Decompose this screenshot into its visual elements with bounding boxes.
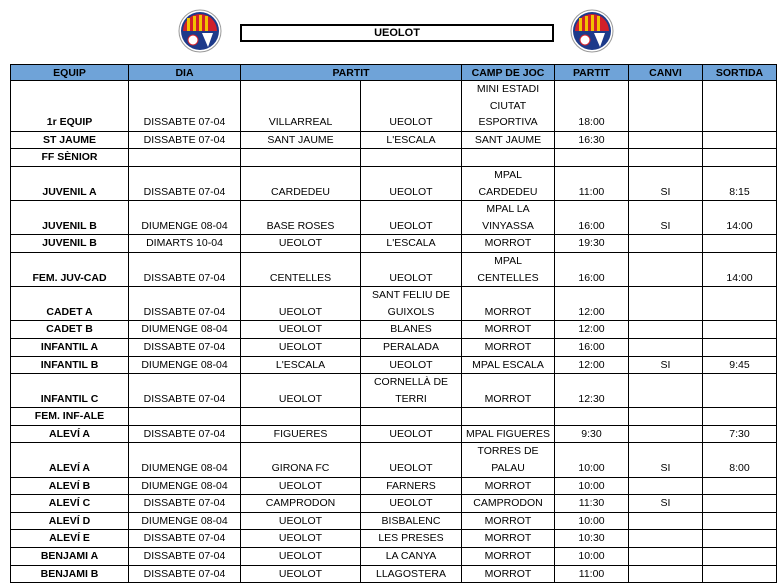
cell-hora: 12:00: [555, 321, 629, 339]
cell-hora: 11:00: [555, 565, 629, 583]
cell-dia: DISSABTE 07-04: [129, 252, 241, 286]
club-crest-icon: [178, 9, 222, 53]
cell-equip: INFANTIL A: [11, 338, 129, 356]
cell-dia: DISSABTE 07-04: [129, 548, 241, 566]
cell-equip: ALEVÍ A: [11, 443, 129, 477]
cell-sortida: 8:00: [703, 443, 777, 477]
cell-sortida: [703, 565, 777, 583]
cell-camp: MORROT: [462, 321, 555, 339]
col-camp: CAMP DE JOC: [462, 65, 555, 81]
cell-hora: 12:00: [555, 356, 629, 374]
cell-local: FIGUERES: [241, 425, 361, 443]
cell-camp: MORROT: [462, 530, 555, 548]
cell-canvi: [629, 338, 703, 356]
cell-sortida: [703, 321, 777, 339]
cell-equip: ALEVÍ A: [11, 425, 129, 443]
cell-sortida: [703, 149, 777, 167]
col-partit: PARTIT: [241, 65, 462, 81]
cell-visitant: LLAGOSTERA: [361, 565, 462, 583]
cell-visitant: UEOLOT: [361, 443, 462, 477]
table-row: [11, 408, 777, 426]
table-row: [11, 374, 777, 408]
cell-visitant: L'ESCALA: [361, 131, 462, 149]
cell-local: [241, 149, 361, 167]
cell-camp: SANT JAUME: [462, 131, 555, 149]
cell-dia: DISSABTE 07-04: [129, 495, 241, 513]
cell-camp: MORROT: [462, 338, 555, 356]
table-row: [11, 443, 777, 477]
cell-local: BASE ROSES: [241, 201, 361, 235]
table-row: [11, 477, 777, 495]
cell-canvi: SI: [629, 356, 703, 374]
cell-equip: CADET B: [11, 321, 129, 339]
cell-equip: ALEVÍ C: [11, 495, 129, 513]
cell-camp: MORROT: [462, 477, 555, 495]
table-row: [11, 495, 777, 513]
cell-hora: 16:00: [555, 201, 629, 235]
cell-visitant: FARNERS: [361, 477, 462, 495]
cell-dia: DISSABTE 07-04: [129, 374, 241, 408]
cell-hora: 10:00: [555, 548, 629, 566]
cell-dia: DIUMENGE 08-04: [129, 477, 241, 495]
table-header-row: [11, 65, 777, 81]
cell-sortida: [703, 495, 777, 513]
cell-camp: MORROT: [462, 565, 555, 583]
table-row: [11, 252, 777, 286]
cell-local: SANT JAUME: [241, 131, 361, 149]
cell-camp: MPAL ESCALA: [462, 356, 555, 374]
cell-camp: MORROT: [462, 287, 555, 321]
cell-dia: DIUMENGE 08-04: [129, 356, 241, 374]
cell-visitant: BISBALENC: [361, 512, 462, 530]
cell-dia: DISSABTE 07-04: [129, 81, 241, 132]
cell-camp: MPAL CARDEDEU: [462, 166, 555, 200]
cell-camp: TORRES DE PALAU: [462, 443, 555, 477]
cell-visitant: UEOLOT: [361, 425, 462, 443]
cell-sortida: [703, 548, 777, 566]
cell-canvi: [629, 131, 703, 149]
col-equip: EQUIP: [11, 65, 129, 81]
cell-camp: CAMPRODON: [462, 495, 555, 513]
cell-local: UEOLOT: [241, 477, 361, 495]
cell-camp: MORROT: [462, 548, 555, 566]
cell-visitant: LA CANYA: [361, 548, 462, 566]
cell-sortida: [703, 512, 777, 530]
cell-dia: DISSABTE 07-04: [129, 338, 241, 356]
cell-sortida: [703, 477, 777, 495]
cell-hora: 12:30: [555, 374, 629, 408]
cell-sortida: 14:00: [703, 201, 777, 235]
cell-sortida: [703, 81, 777, 132]
cell-camp: MORROT: [462, 374, 555, 408]
cell-equip: ALEVÍ E: [11, 530, 129, 548]
cell-equip: BENJAMI B: [11, 565, 129, 583]
cell-sortida: [703, 287, 777, 321]
cell-hora: 10:00: [555, 477, 629, 495]
cell-hora: 10:30: [555, 530, 629, 548]
cell-equip: CADET A: [11, 287, 129, 321]
cell-canvi: SI: [629, 166, 703, 200]
cell-dia: DIUMENGE 08-04: [129, 321, 241, 339]
cell-dia: DISSABTE 07-04: [129, 565, 241, 583]
cell-hora: 10:00: [555, 512, 629, 530]
cell-hora: 11:00: [555, 166, 629, 200]
cell-equip: ALEVÍ B: [11, 477, 129, 495]
table-row: [11, 565, 777, 583]
cell-dia: DIUMENGE 08-04: [129, 201, 241, 235]
cell-hora: 16:30: [555, 131, 629, 149]
table-row: [11, 530, 777, 548]
cell-sortida: [703, 408, 777, 426]
cell-camp: MORROT: [462, 235, 555, 253]
cell-canvi: [629, 235, 703, 253]
cell-hora: 19:30: [555, 235, 629, 253]
table-row: [11, 338, 777, 356]
cell-dia: DIUMENGE 08-04: [129, 512, 241, 530]
cell-dia: DISSABTE 07-04: [129, 131, 241, 149]
cell-sortida: 8:15: [703, 166, 777, 200]
table-row: [11, 166, 777, 200]
cell-canvi: [629, 425, 703, 443]
cell-hora: [555, 149, 629, 167]
cell-equip: ST JAUME: [11, 131, 129, 149]
table-row: [11, 321, 777, 339]
cell-local: UEOLOT: [241, 287, 361, 321]
table-row: [11, 287, 777, 321]
cell-visitant: UEOLOT: [361, 356, 462, 374]
cell-local: GIRONA FC: [241, 443, 361, 477]
cell-local: UEOLOT: [241, 530, 361, 548]
table-row: [11, 235, 777, 253]
cell-local: CAMPRODON: [241, 495, 361, 513]
cell-dia: DISSABTE 07-04: [129, 530, 241, 548]
cell-dia: DISSABTE 07-04: [129, 287, 241, 321]
cell-local: UEOLOT: [241, 374, 361, 408]
cell-equip: ALEVÍ D: [11, 512, 129, 530]
cell-hora: 9:30: [555, 425, 629, 443]
col-canvi: CANVI: [629, 65, 703, 81]
cell-camp: MPAL LA VINYASSA: [462, 201, 555, 235]
cell-canvi: SI: [629, 201, 703, 235]
cell-sortida: [703, 131, 777, 149]
cell-local: CENTELLES: [241, 252, 361, 286]
cell-canvi: [629, 512, 703, 530]
cell-local: UEOLOT: [241, 235, 361, 253]
cell-visitant: UEOLOT: [361, 81, 462, 132]
cell-sortida: 7:30: [703, 425, 777, 443]
cell-local: UEOLOT: [241, 338, 361, 356]
cell-visitant: UEOLOT: [361, 252, 462, 286]
cell-visitant: BLANES: [361, 321, 462, 339]
cell-canvi: [629, 477, 703, 495]
cell-camp: MINI ESTADI CIUTAT ESPORTIVA: [462, 81, 555, 132]
cell-sortida: [703, 235, 777, 253]
cell-dia: [129, 408, 241, 426]
cell-equip: 1r EQUIP: [11, 81, 129, 132]
cell-equip: FEM. INF-ALE: [11, 408, 129, 426]
cell-equip: FEM. JUV-CAD: [11, 252, 129, 286]
cell-equip: BENJAMI A: [11, 548, 129, 566]
col-hora: PARTIT: [555, 65, 629, 81]
cell-visitant: LES PRESES: [361, 530, 462, 548]
cell-canvi: [629, 149, 703, 167]
cell-sortida: [703, 338, 777, 356]
cell-canvi: [629, 321, 703, 339]
cell-visitant: UEOLOT: [361, 495, 462, 513]
cell-canvi: [629, 548, 703, 566]
cell-hora: [555, 408, 629, 426]
cell-local: UEOLOT: [241, 565, 361, 583]
cell-camp: MORROT: [462, 512, 555, 530]
cell-dia: [129, 149, 241, 167]
cell-equip: FF SÈNIOR: [11, 149, 129, 167]
cell-camp: [462, 149, 555, 167]
club-crest-icon: [570, 9, 614, 53]
cell-local: UEOLOT: [241, 321, 361, 339]
cell-canvi: [629, 530, 703, 548]
cell-hora: 18:00: [555, 81, 629, 132]
cell-dia: DISSABTE 07-04: [129, 166, 241, 200]
table-row: [11, 149, 777, 167]
cell-camp: MPAL CENTELLES: [462, 252, 555, 286]
cell-visitant: CORNELLÀ DE TERRI: [361, 374, 462, 408]
cell-canvi: [629, 374, 703, 408]
table-row: [11, 548, 777, 566]
cell-equip: JUVENIL B: [11, 235, 129, 253]
cell-local: CARDEDEU: [241, 166, 361, 200]
cell-canvi: [629, 252, 703, 286]
table-row: [11, 512, 777, 530]
schedule-table: [10, 64, 777, 583]
cell-dia: DISSABTE 07-04: [129, 425, 241, 443]
table-row: [11, 81, 777, 132]
cell-sortida: [703, 374, 777, 408]
table-row: [11, 201, 777, 235]
cell-sortida: [703, 530, 777, 548]
cell-dia: DIMARTS 10-04: [129, 235, 241, 253]
cell-hora: 16:00: [555, 252, 629, 286]
page-title: UEOLOT: [240, 24, 554, 42]
cell-visitant: PERALADA: [361, 338, 462, 356]
cell-sortida: 14:00: [703, 252, 777, 286]
col-dia: DIA: [129, 65, 241, 81]
cell-dia: DIUMENGE 08-04: [129, 443, 241, 477]
cell-visitant: [361, 408, 462, 426]
col-sortida: SORTIDA: [703, 65, 777, 81]
table-row: [11, 131, 777, 149]
cell-equip: JUVENIL B: [11, 201, 129, 235]
cell-visitant: UEOLOT: [361, 201, 462, 235]
cell-local: L'ESCALA: [241, 356, 361, 374]
cell-local: UEOLOT: [241, 512, 361, 530]
cell-visitant: SANT FELIU DE GUIXOLS: [361, 287, 462, 321]
cell-canvi: [629, 408, 703, 426]
cell-hora: 10:00: [555, 443, 629, 477]
cell-camp: [462, 408, 555, 426]
cell-canvi: [629, 287, 703, 321]
cell-visitant: [361, 149, 462, 167]
table-row: [11, 356, 777, 374]
table-row: [11, 425, 777, 443]
cell-sortida: 9:45: [703, 356, 777, 374]
cell-canvi: [629, 81, 703, 132]
cell-visitant: L'ESCALA: [361, 235, 462, 253]
cell-hora: 11:30: [555, 495, 629, 513]
cell-canvi: [629, 565, 703, 583]
cell-equip: JUVENIL A: [11, 166, 129, 200]
cell-local: VILLARREAL: [241, 81, 361, 132]
cell-hora: 12:00: [555, 287, 629, 321]
cell-equip: INFANTIL C: [11, 374, 129, 408]
cell-camp: MPAL FIGUERES: [462, 425, 555, 443]
cell-visitant: UEOLOT: [361, 166, 462, 200]
cell-local: [241, 408, 361, 426]
cell-equip: INFANTIL B: [11, 356, 129, 374]
cell-canvi: SI: [629, 495, 703, 513]
cell-canvi: SI: [629, 443, 703, 477]
cell-local: UEOLOT: [241, 548, 361, 566]
cell-hora: 16:00: [555, 338, 629, 356]
